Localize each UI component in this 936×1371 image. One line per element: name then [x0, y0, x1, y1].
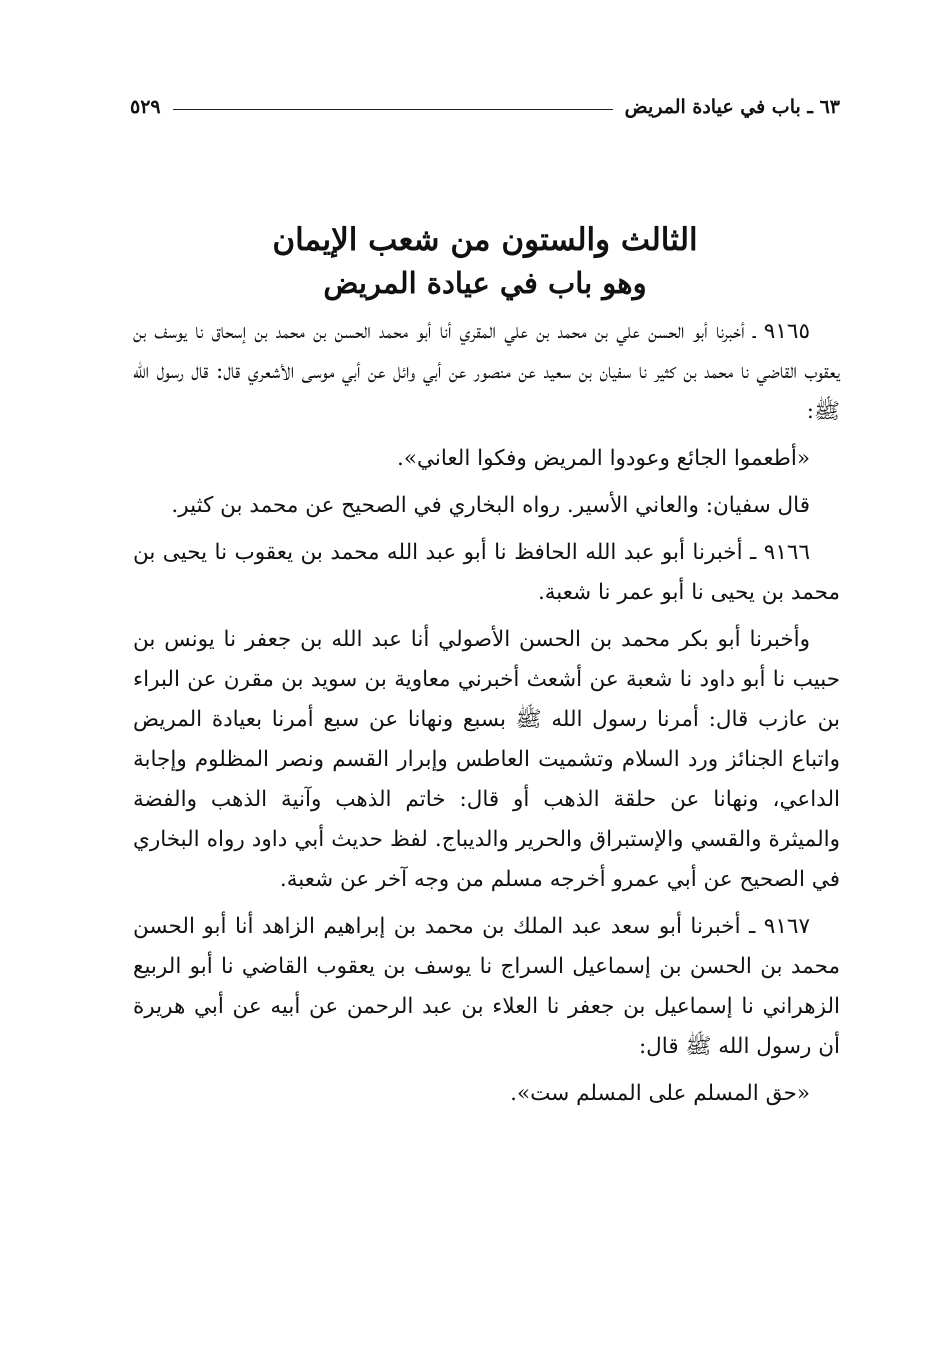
running-head-rule [173, 109, 613, 110]
hadith-quote: «حق المسلم على المسلم ست». [510, 1081, 810, 1106]
chapter-subtitle: وهو باب في عيادة المريض [323, 266, 647, 300]
paragraph-second-chain: وأخبرنا أبو بكر محمد بن الحسن الأصولي أنا عبد الله بن جعفر نا يونس بن حبيب نا أبو داود نا شعبة عن أشعث أخبرني معاوية بن سويد بن مقرن عن البراء بن عازب قال: أمرنا رسول الله ﷺ بسبع ونهانا عن سبع أمرنا بعيادة المريض واتباع الجنائز ورد السلام وتشميت العاطس وإبرار القسم ونصر المظلوم وإجابة الداعي، ونهانا عن حلقة الذهب أو قال: خاتم الذهب وآنية الذهب والفضة والميثرة والقسي والإستبراق والحرير والديباج. لفظ حديث أبي داود رواه البخاري في الصحيح عن أبي عمرو أخرجه مسلم من وجه آخر عن شعبة. [133, 627, 840, 892]
chapter-title: الثالث والستون من شعب الإيمان [272, 222, 698, 258]
page-number: ٥٢٩ [130, 96, 161, 118]
running-head [130, 92, 840, 122]
hadith-quote: «أطعموا الجائع وعودوا المريض وفكوا العاني». [396, 446, 810, 471]
chapter-heading [130, 218, 840, 304]
paragraph-9165: ٩١٦٥ ـ أخبرنا أبو الحسن علي بن محمد بن علي المقري أنا أبو محمد الحسن بن محمد بن إسحاق نا يوسف بن يعقوب القاضي نا محمد بن كثير نا سفيان بن سعيد عن منصور عن أبي وائل عن أبي موسى الأشعري قال: قال رسول الله ﷺ: [133, 319, 840, 424]
running-head-title: ٦٣ ـ باب في عيادة المريض [624, 96, 840, 118]
paragraph-9167: ٩١٦٧ ـ أخبرنا أبو سعد عبد الملك بن محمد بن إبراهيم الزاهد أنا أبو الحسن محمد بن الحسن بن إسماعيل السراج نا يوسف بن يعقوب القاضي نا أبو الربيع الزهراني نا إسماعيل بن جعفر نا العلاء بن عبد الرحمن عن أبيه عن أبي هريرة أن رسول الله ﷺ قال: [133, 914, 840, 1059]
body-text [133, 312, 840, 1121]
paragraph-9166: ٩١٦٦ ـ أخبرنا أبو عبد الله الحافظ نا أبو عبد الله محمد بن يعقوب نا يحيى بن محمد بن يحيى نا أبو عمر نا شعبة. [133, 540, 840, 605]
paragraph-commentary: قال سفيان: والعاني الأسير. رواه البخاري في الصحيح عن محمد بن كثير. [171, 493, 810, 518]
